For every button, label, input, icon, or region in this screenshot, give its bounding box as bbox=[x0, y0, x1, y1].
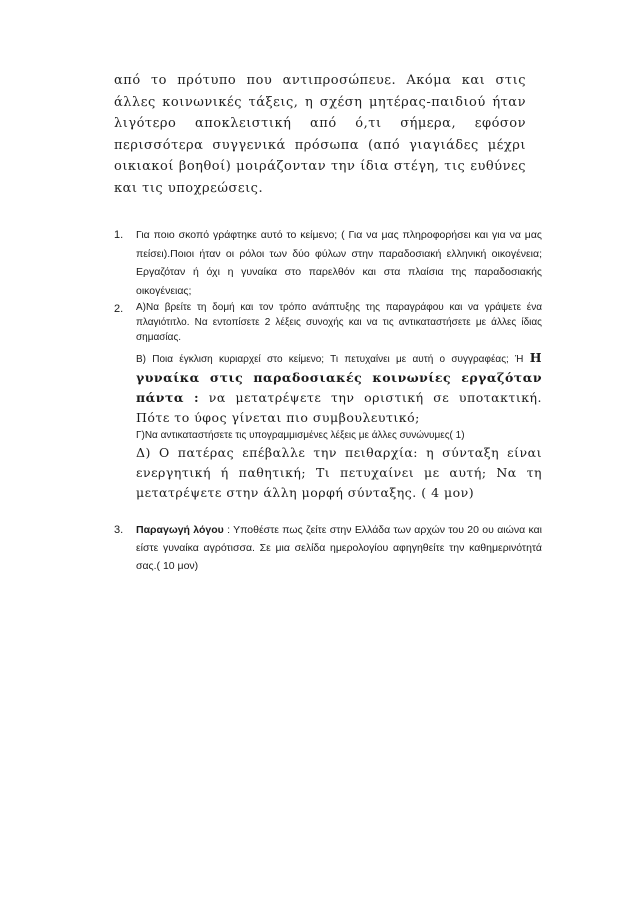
question-number: 2. bbox=[114, 303, 124, 315]
intro-paragraph bbox=[114, 70, 526, 199]
question-2-part-b bbox=[136, 348, 542, 428]
question-2-part-b-lead: Β) Ποια έγκλιση κυριαρχεί στο κείμενο; Τι πετυχαίνει με αυτή ο συγγραφέας; Ή bbox=[136, 354, 530, 365]
question-1-text: Για ποιο σκοπό γράφτηκε αυτό το κείμενο; ( Για να μας πληροφορήσει και για να μας πείσει).Ποιοι ήταν οι ρόλοι των δύο φύλων στην παραδοσιακή ελληνική οικογένεια; Εργαζόταν ή όχι η γυναίκα στο παρελθόν και στα πλαίσια της παραδοσιακής οικογένειας; bbox=[136, 229, 542, 297]
question-3-heading: Παραγωγή λόγου bbox=[136, 524, 224, 536]
question-2 bbox=[114, 300, 542, 503]
question-2-body bbox=[136, 300, 542, 503]
question-2-part-b-rest: να μετατρέψετε την οριστική σε υποτακτική. Πότε το ύφος γίνεται πιο συμβουλευτικό; bbox=[136, 390, 542, 425]
question-2-part-b-quote: Η γυναίκα στις παραδοσιακές κοινωνίες εργαζόταν πάντα : bbox=[136, 350, 542, 405]
question-number: 3. bbox=[114, 524, 124, 536]
question-1 bbox=[114, 226, 542, 300]
question-3-body bbox=[136, 521, 542, 575]
question-2-part-d: Δ) Ο πατέρας επέβαλλε την πειθαρχία: η σύνταξη είναι ενεργητική ή παθητική; Τι πετυχαίνει με αυτή; Να τη μετατρέψετε στην άλλη μορφή σύνταξης. ( 4 μον) bbox=[136, 445, 542, 500]
question-2-part-c: Γ)Να αντικαταστήσετε τις υπογραμμισμένες λέξεις με άλλες συνώνυμες( 1) bbox=[136, 430, 465, 441]
question-3-text: : Υποθέστε πως ζείτε στην Ελλάδα των αρχών του 20 ου αιώνα και είστε γυναίκα αγρότισσα. Σε μια σελίδα ημερολογίου αφηγηθείτε την καθημερινότητά σας.( 10 μον) bbox=[136, 524, 543, 572]
questions-list bbox=[114, 226, 542, 575]
question-number: 1. bbox=[114, 229, 124, 241]
question-2-part-a: Α)Να βρείτε τη δομή και τον τρόπο ανάπτυξης της παραγράφου και να γράψετε ένα πλαγιότιτλο. Να εντοπίσετε 2 λέξεις συνοχής και να τις αντικαταστήσετε με άλλες ίδιας σημασίας. bbox=[136, 302, 542, 343]
intro-text: από το πρότυπο που αντιπροσώπευε. Ακόμα και στις άλλες κοινωνικές τάξεις, η σχέση μητέρας-παιδιού ήταν λιγότερο αποκλειστική από ό,τι σήμερα, εφόσον περισσότερα συγγενικά πρόσωπα (από γιαγιάδες μέχρι οικιακοί βοηθοί) μοιράζονταν την ίδια στέγη, τις ευθύνες και τις υποχρεώσεις. bbox=[114, 73, 526, 196]
question-3 bbox=[114, 521, 542, 575]
